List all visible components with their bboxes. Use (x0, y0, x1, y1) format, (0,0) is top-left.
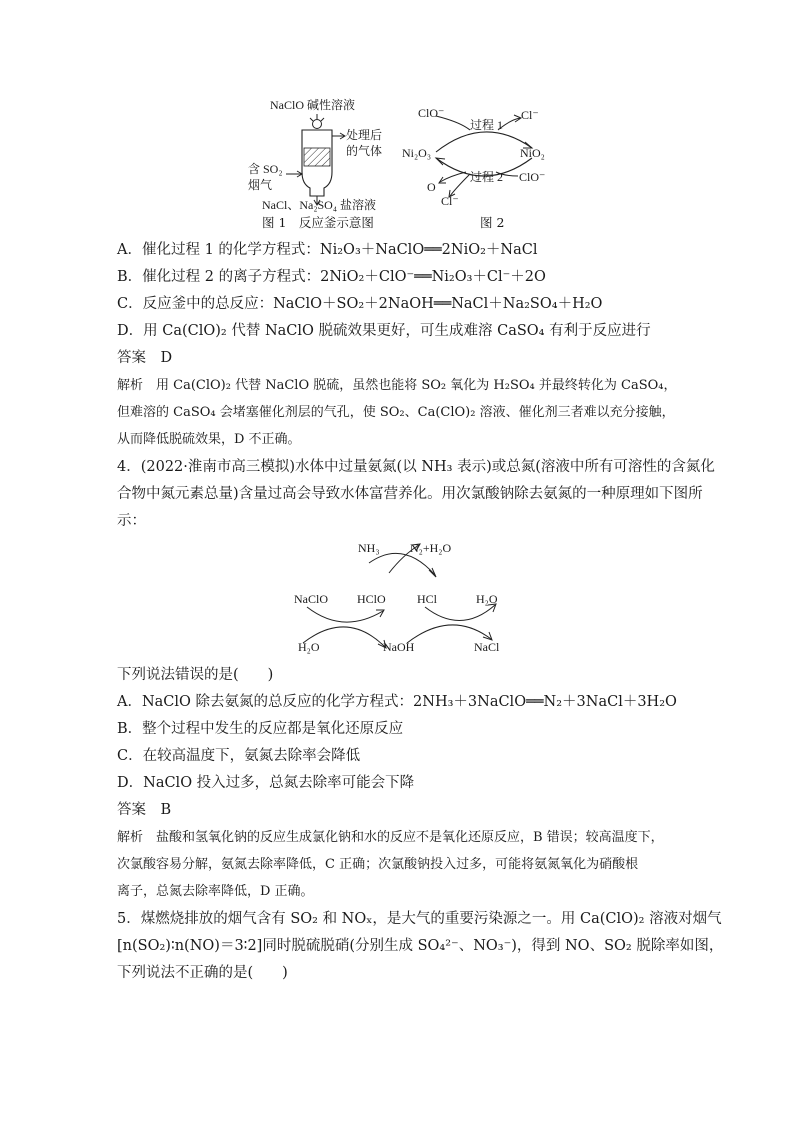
q4-hcl: HCl (417, 592, 438, 606)
fig1-left-label-2: 烟气 (248, 178, 273, 192)
q4-n2-h2o: N₂+H₂O (410, 541, 452, 555)
q3-option-c: C．反应釜中的总反应：NaClO＋SO₂＋2NaOH══NaCl＋Na₂SO₄＋H₂O (117, 296, 603, 312)
fig2-clo-top: ClO⁻ (418, 106, 445, 120)
catalyst-bed (304, 148, 330, 166)
q4-answer: 答案 B (117, 802, 172, 818)
q4-nh3: NH₃ (358, 541, 380, 555)
q3-option-d: D．用 Ca(ClO)₂ 代替 NaClO 脱硫效果更好，可生成难溶 CaSO₄ 有利于反应进行 (117, 323, 651, 339)
q3-analysis-2: 但难溶的 CaSO₄ 会堵塞催化剂层的气孔，使 SO₂、Ca(ClO)₂ 溶液、催化剂三者难以充分接触， (117, 405, 675, 420)
q5-stem-3: 下列说法不正确的是( ) (117, 965, 288, 981)
q4-analysis-3: 离子，总氮去除率降低，D 正确。 (117, 884, 314, 899)
q4-option-c: C．在较高温度下，氨氮去除率会降低 (117, 748, 361, 764)
q3-answer: 答案 D (117, 350, 173, 366)
q3-analysis-1: 解析 用 Ca(ClO)₂ 代替 NaClO 脱硫，虽然也能将 SO₂ 氧化为 H₂SO₄ 并最终转化为 CaSO₄， (117, 378, 677, 393)
q4-stem-3: 示： (117, 513, 146, 529)
q4-analysis-1: 解析 盐酸和氢氧化钠的反应生成氯化钠和水的反应不是氧化还原反应，B 错误；较高温度下， (117, 830, 664, 845)
q3-option-b: B．催化过程 2 的离子方程式：2NiO₂＋ClO⁻══Ni₂O₃＋Cl⁻＋2O (117, 269, 546, 285)
q4-question: 下列说法错误的是( ) (117, 667, 274, 683)
fig2-step2: 过程 2 (470, 170, 504, 184)
q4-option-a: A．NaClO 除去氨氮的总反应的化学方程式：2NH₃＋3NaClO══N₂＋3NaCl＋3H₂O (117, 694, 677, 710)
fig2-caption: 图 2 (480, 215, 505, 230)
q4-stem-1: 4．(2022·淮南市高三模拟)水体中过量氨氮(以 NH₃ 表示)或总氮(溶液中所有可溶性的含氮化 (117, 459, 715, 475)
q3-analysis-3: 从而降低脱硫效果，D 不正确。 (117, 432, 301, 447)
q4-hclo: HClO (357, 592, 386, 606)
q3-option-a: A．催化过程 1 的化学方程式：Ni₂O₃＋NaClO══2NiO₂＋NaCl (117, 242, 538, 258)
fig1-bottom-label: NaCl、Na₂SO₄ 盐溶液 (262, 198, 377, 212)
fig2-cl-bottom: Cl⁻ (441, 194, 459, 208)
q4-stem-2: 合物中氮元素总量)含量过高会导致水体富营养化。用次氯酸钠除去氨氮的一种原理如下图所 (117, 486, 703, 502)
fig1-right-label-1: 处理后 (346, 128, 383, 142)
fig2-clo-right: ClO⁻ (519, 170, 546, 184)
q5-stem-2: [n(SO₂)∶n(NO)＝3∶2]同时脱硫脱硝(分别生成 SO₄²⁻、NO₃⁻)，得到 NO、SO₂ 脱除率如图， (117, 938, 724, 954)
q4-nacl: NaCl (474, 640, 500, 654)
fig1-right-label-2: 的气体 (346, 144, 383, 158)
fig2-step1: 过程 1 (470, 118, 504, 132)
fig1-caption: 图 1 反应釜示意图 (262, 215, 374, 230)
q4-option-d: D．NaClO 投入过多，总氮去除率可能会下降 (117, 775, 415, 791)
q4-naclo: NaClO (294, 592, 328, 606)
fig2-cl-top: Cl⁻ (521, 108, 539, 122)
fig1-top-label: NaClO 碱性溶液 (270, 98, 355, 112)
q4-naoh: NaOH (383, 640, 415, 654)
q4-h2o-right: H₂O (476, 592, 498, 606)
q4-analysis-2: 次氯酸容易分解，氨氮去除率降低，C 正确；次氯酸钠投入过多，可能将氨氮氧化为硝酸根 (117, 857, 639, 872)
fig2-o: O (427, 180, 436, 194)
q4-option-b: B．整个过程中发生的反应都是氧化还原反应 (117, 721, 404, 737)
q5-stem-1: 5．煤燃烧排放的烟气含有 SO₂ 和 NOₓ，是大气的重要污染源之一。用 Ca(ClO)₂ 溶液对烟气 (117, 911, 722, 927)
fig2-ni2o3: Ni₂O₃ (402, 146, 432, 160)
fig2-nio2: NiO₂ (520, 146, 545, 160)
nozzle-icon (313, 120, 322, 129)
fig1-left-label-1: 含 SO₂ (248, 162, 283, 176)
q4-h2o-left: H₂O (298, 640, 320, 654)
